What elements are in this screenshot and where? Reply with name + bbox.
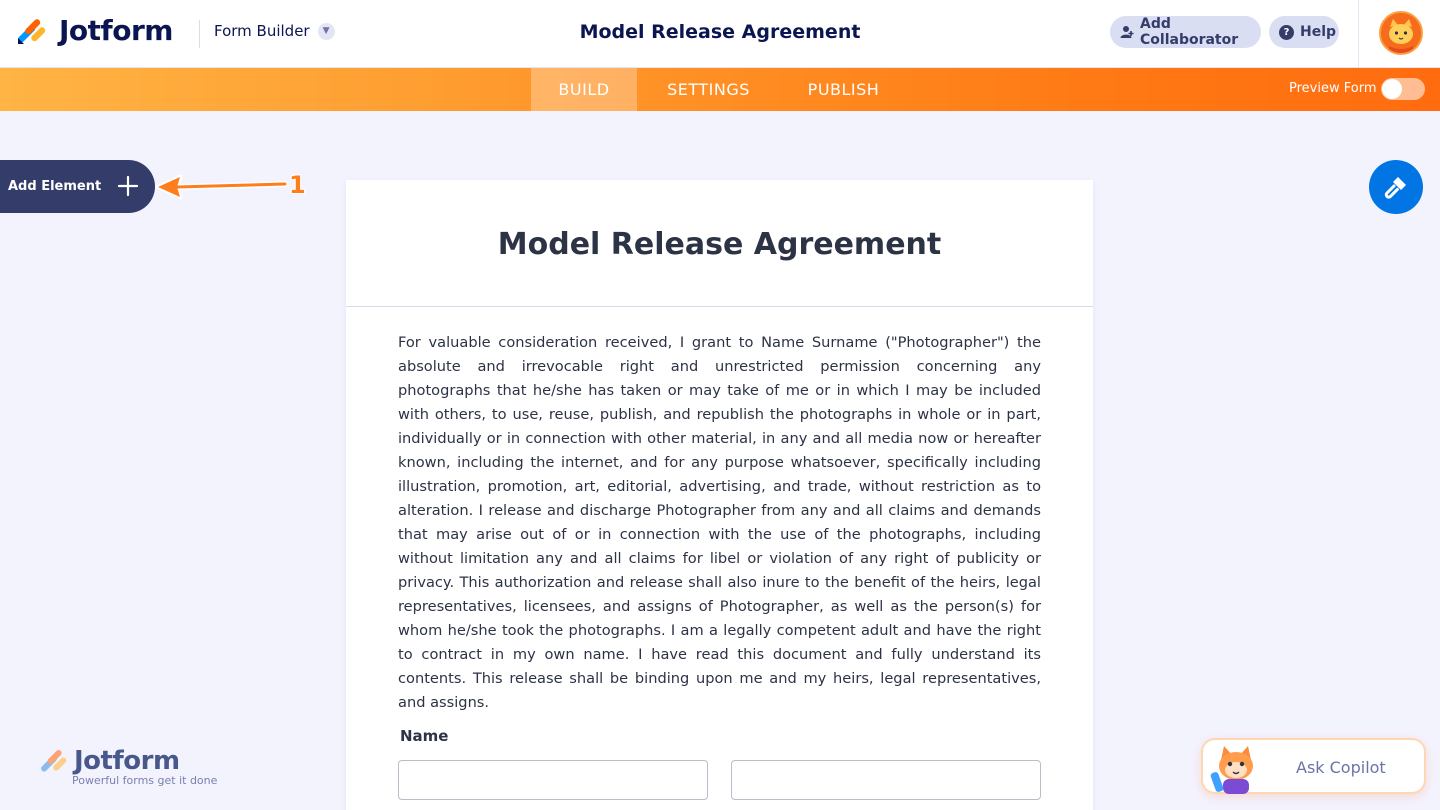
- cat-avatar-icon: [1381, 13, 1421, 53]
- builder-navbar: [0, 68, 1440, 111]
- tab-build[interactable]: BUILD: [531, 68, 637, 111]
- annotation-arrow-icon: [155, 170, 290, 204]
- footer-brand-name: Jotform: [74, 746, 180, 776]
- last-name-input[interactable]: [731, 760, 1041, 800]
- ask-copilot-label: Ask Copilot: [1296, 758, 1386, 777]
- preview-form-label: Preview Form: [1289, 81, 1377, 96]
- plus-icon: [117, 175, 139, 197]
- add-collaborator-button[interactable]: [1110, 16, 1261, 48]
- first-name-input[interactable]: [398, 760, 708, 800]
- footer-brand: [38, 746, 180, 776]
- paint-roller-icon: [1383, 174, 1409, 200]
- form-canvas: [346, 180, 1093, 810]
- jotform-logo[interactable]: [16, 14, 173, 47]
- add-element-label: Add Element: [8, 179, 102, 194]
- copilot-cat-icon: [1209, 742, 1263, 794]
- tab-settings[interactable]: SETTINGS: [667, 80, 750, 99]
- avatar[interactable]: [1379, 11, 1423, 55]
- tab-publish[interactable]: PUBLISH: [807, 80, 880, 99]
- ask-copilot-button[interactable]: [1201, 738, 1426, 794]
- form-header[interactable]: [346, 180, 1093, 307]
- annotation-number: 1: [289, 171, 306, 199]
- help-button[interactable]: [1269, 16, 1339, 48]
- footer-tagline: Powerful forms get it done: [72, 774, 218, 787]
- add-element-button[interactable]: [0, 160, 155, 213]
- name-field-label[interactable]: Name: [400, 727, 449, 745]
- jotform-footer-logo-icon: [38, 746, 68, 776]
- header-divider-right: [1358, 0, 1359, 68]
- preview-form-toggle[interactable]: [1381, 78, 1425, 100]
- agreement-paragraph[interactable]: For valuable consideration received, I grant to Name Surname ("Photographer") the absolute and irrevocable right and unrestricted permission concerning any photographs that he/she has taken or may take of me or in which I may be included with others, to use, reuse, publish, and republish the photographs in whole or in part, individually or in connection with other material, in any and all media now or hereafter known, including the internet, and for any purpose whatsoever, specifically including illustration, promotion, art, editorial, advertising, and trade, without restriction as to alteration. I release and discharge Photographer from any and all claims and demands that may arise out of or in connection with the use of the photographs, including without limitation any and all claims for libel or violation of any right of publicity or privacy. This authorization and release shall also inure to the benefit of the heirs, legal representatives, licensees, and assigns of Photographer, as well as the person(s) for whom he/she took the photographs. I am a legally competent adult and have the right to contract in my own name. I have read this document and fully understand its contents. This release shall be binding upon me and my heirs, legal representatives, and assigns.: [398, 334, 1041, 711]
- page-title: Model Release Agreement: [579, 21, 861, 43]
- chevron-down-icon: ▼: [318, 23, 335, 40]
- form-title[interactable]: Model Release Agreement: [497, 226, 942, 262]
- help-icon: ?: [1279, 24, 1294, 40]
- toggle-knob: [1382, 79, 1402, 99]
- brand-name: Jotform: [59, 14, 173, 47]
- form-designer-button[interactable]: [1369, 160, 1423, 214]
- form-builder-dropdown[interactable]: [214, 22, 335, 40]
- jotform-logo-icon: [16, 15, 46, 47]
- top-header: [0, 0, 1440, 68]
- help-label: Help: [1300, 24, 1337, 40]
- form-builder-label: Form Builder: [214, 22, 310, 40]
- header-divider: [199, 20, 200, 48]
- add-collaborator-label: Add Collaborator: [1140, 16, 1239, 48]
- add-user-icon: [1120, 24, 1134, 40]
